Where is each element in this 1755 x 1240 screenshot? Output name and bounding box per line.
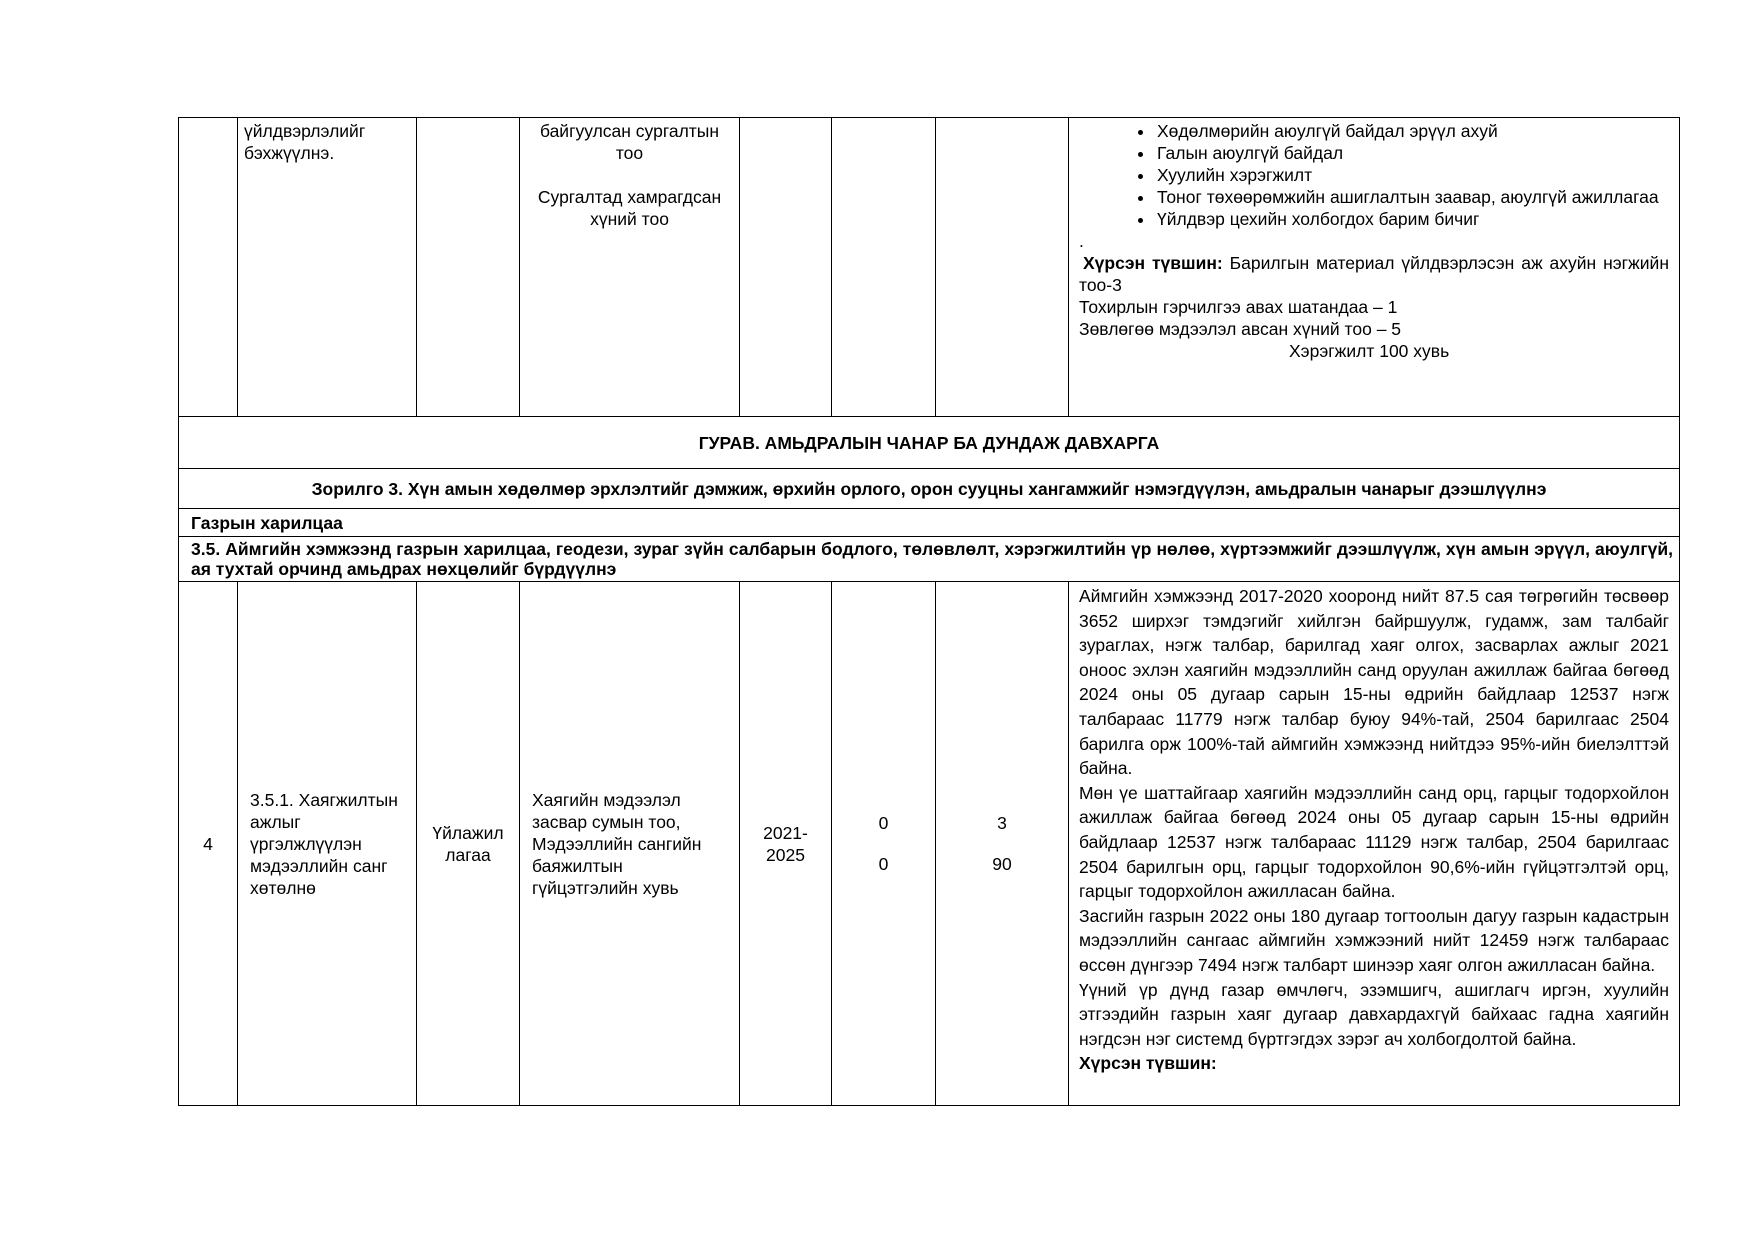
indicator-1: байгуулсан сургалтын тоо <box>539 121 720 163</box>
list-item: • Хуулийн хэрэгжилт <box>1155 164 1669 186</box>
list-item: • Хөдөлмөрийн аюулгүй байдал эрүүл ахуй <box>1155 120 1669 142</box>
consult-line: Зөвлөгөө мэдээлэл авсан хүний тоо – 5 <box>1079 319 1402 339</box>
report-paragraph-4: Үүний үр дүнд газар өмчлөгч, эзэмшигч, ашиглагч иргэн, хуулийн этгээдийн газрын хаяг дугаар давхардахгүй байхаас гадна хаягийн нэгдсэн нэг системд бүртгэгдэх зэрэг ач холбогдолтой байна. <box>1079 979 1669 1049</box>
report-paragraph-2: Мөн үе шаттайгаар хаягийн мэдээллийн санд орц, гарцыг тодорхойлон ажиллаж байгаа бөгөөд 2024 оны 05 дугаар сарын 15-ны өдрийн байдлаар 12537 нэгж талбараас 11129 нэгж талбар, 2504 барилгаас 2504 барилгын орц, гарцыг тодорхойлон 90,6%-ийн гүйцэтгэлтэй орц, гарцыг тодорхойлон ажилласан байна. <box>1079 782 1669 902</box>
target-1: 3 <box>997 813 1007 833</box>
cell-type: Үйлажил лагаа <box>417 582 520 1106</box>
list-item: • Галын аюулгүй байдал <box>1155 142 1669 164</box>
objective-row <box>179 537 1680 582</box>
cell-action: 3.5.1. Хаягжилтын ажлыг үргэлжлүүлэн мэдээллийн санг хөтөлнө <box>238 582 417 1106</box>
cell-report <box>1069 118 1680 417</box>
subsection-title: Газрын харилцаа <box>179 509 1680 537</box>
table-row <box>179 582 1680 1106</box>
cell-report <box>1069 582 1680 1106</box>
level-text: Барилгын материал үйлдвэрлэсэн аж ахуйн нэгжийн тоо-3 <box>1079 253 1669 295</box>
section-heading: ГУРАВ. АМЬДРАЛЫН ЧАНАР БА ДУНДАЖ ДАВХАРГА <box>179 417 1680 469</box>
cell-num <box>179 118 238 417</box>
report-table <box>178 117 1680 1106</box>
target-2: 90 <box>992 854 1012 874</box>
goal-heading: Зорилго 3. Хүн амын хөдөлмөр эрхлэлтийг дэмжиж, өрхийн орлого, орон сууцны хангамжийг нэмэгдүүлэн, амьдралын чанарыг дээшлүүлнэ <box>179 469 1680 509</box>
indicator-2: Сургалтад хамрагдсан хүний тоо <box>537 187 722 229</box>
level-label: Хүрсэн түвшин: <box>1079 1053 1217 1074</box>
baseline-2: 0 <box>878 854 889 874</box>
bullet-list <box>1079 120 1669 230</box>
dot-line: . <box>1079 231 1084 251</box>
level-label: Хүрсэн түвшин: <box>1083 253 1223 273</box>
objective-text: 3.5. Аймгийн хэмжээнд газрын харилцаа, геодези, зураг зүйн салбарын бодлого, төлөвлөлт, хэрэгжилтийн үр нөлөө, хүртээмжийг дээшлүүлж, хүн амын эрүүл, аюулгүй, ая тухтай орчинд амьдрах нөхцөлийг бүрдүүлнэ <box>179 537 1680 582</box>
certificate-line: Тохирлын гэрчилгээ авах шатандаа – 1 <box>1079 297 1398 317</box>
cell-type <box>417 118 520 417</box>
list-item: • Үйлдвэр цехийн холбогдох барим бичиг <box>1155 208 1669 230</box>
goal-text: үйлдвэрлэлийг бэхжүүлнэ. <box>244 121 366 163</box>
section-heading-row <box>179 417 1680 469</box>
list-item: • Тоног төхөөрөмжийн ашиглалтын заавар, аюулгүй ажиллагаа <box>1155 186 1669 208</box>
cell-action <box>238 118 417 417</box>
goal-heading-row <box>179 469 1680 509</box>
cell-target <box>936 118 1069 417</box>
cell-period: 2021-2025 <box>740 582 832 1106</box>
report-paragraph-3: Засгийн газрын 2022 оны 180 дугаар тогтоолын дагуу газрын кадастрын мэдээллийн сангаас аймгийн хэмжээний нийт 12459 нэгж талбараас өссөн дүнгээр 7494 нэгж талбарт шинээр хаяг олгон ажилласан байна. <box>1079 905 1669 975</box>
cell-target <box>936 582 1069 1106</box>
level-paragraph <box>1079 252 1669 296</box>
cell-period <box>740 118 832 417</box>
cell-baseline <box>832 582 936 1106</box>
baseline-1: 0 <box>878 813 889 833</box>
cell-indicator <box>520 118 740 417</box>
cell-num: 4 <box>179 582 238 1106</box>
table-row <box>179 118 1680 417</box>
cell-baseline <box>832 118 936 417</box>
subsection-row <box>179 509 1680 537</box>
cell-indicator: Хаягийн мэдээлэл засвар сумын тоо, Мэдээллийн сангийн баяжилтын гүйцэтгэлийн хувь <box>520 582 740 1106</box>
report-paragraph-1: Аймгийн хэмжээнд 2017-2020 хооронд нийт 87.5 сая төгрөгийн төсвөөр 3652 ширхэг тэмдэгийг хийлгэн байршуулж, гудамж, зам талбайг зураглах, нэгж талбар, барилгад хаяг олгох, засварлах ажлыг 2021 оноос эхлэн хаягийн мэдээллийн санд оруулан ажиллаж байгаа бөгөөд 2024 оны 05 дугаар сарын 15-ны өдрийн байдлаар 12537 нэгж талбараас 11779 нэгж талбар буюу 94%-тай, 2504 барилгаас 2504 барилга орж 100%-тай аймгийн хэмжээнд нийтдээ 95%-ийн биелэлттэй байна. <box>1079 586 1669 779</box>
implementation-line: Хэрэгжилт 100 хувь <box>1289 341 1450 361</box>
